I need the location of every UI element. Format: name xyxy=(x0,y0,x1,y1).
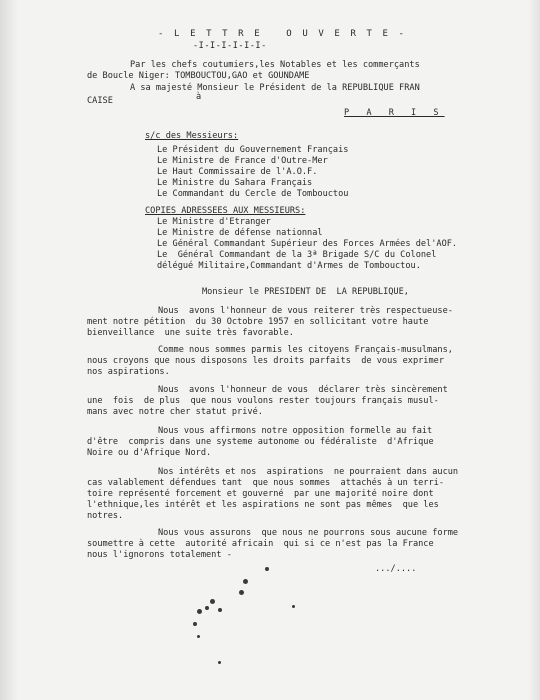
paragraph-6-line: soumettre à cette autorité africain qui si ce n'est pas la France xyxy=(87,539,434,549)
via-item: Le Commandant du Cercle de Tombouctou xyxy=(157,189,349,199)
ink-speck xyxy=(193,622,197,626)
salutation: Monsieur le PRESIDENT DE LA REPUBLIQUE, xyxy=(202,287,409,297)
intro-line-4a: CAISE xyxy=(87,96,113,106)
copies-item: Le Général Commandant Supérieur des Forces Armées del'AOF. xyxy=(157,239,458,249)
paragraph-2-line: nous croyons que nous disposons les droits parfaits de vous exprimer xyxy=(87,356,444,366)
via-item: Le Haut Commissaire de l'A.O.F. xyxy=(157,167,318,177)
destination-city: P A R I S xyxy=(344,108,445,118)
ink-speck xyxy=(210,599,215,604)
paragraph-5-line: Nos intérêts et nos aspirations ne pourraient dans aucun xyxy=(158,467,459,477)
paragraph-5-line: notres. xyxy=(87,511,124,521)
via-item: Le Ministre du Sahara Français xyxy=(157,178,313,188)
paragraph-5-line: cas valablement défendues tant que nous sommes attachés à un terri- xyxy=(87,478,444,488)
page-edge-shadow-right xyxy=(528,0,540,700)
paragraph-6-line: Nous vous assurons que nous ne pourrons sous aucune forme xyxy=(158,528,459,538)
ink-speck xyxy=(218,661,221,664)
paragraph-3-line: Nous avons l'honneur de vous déclarer très sincèrement xyxy=(158,385,448,395)
paragraph-5-line: toire représenté forcement et gouverné par une majorité noire dont xyxy=(87,489,434,499)
paragraph-4-line: Noire ou d'Afrique Nord. xyxy=(87,448,212,458)
paragraph-4-line: d'être compris dans une systeme autonome ou fédéraliste d'Afrique xyxy=(87,437,434,447)
intro-line-4b: à xyxy=(196,92,202,102)
ink-speck xyxy=(239,590,244,595)
paragraph-3-line: une fois de plus que nous voulons rester toujours français musul- xyxy=(87,396,439,406)
title-rule: -I-I-I-I-I-I- xyxy=(193,41,267,51)
paragraph-4-line: Nous vous affirmons notre opposition formelle au fait xyxy=(158,426,433,436)
paragraph-5-line: l'ethnique,les intérêt et les aspirations ne sont pas mêmes que les xyxy=(87,500,439,510)
copies-item: Le Ministre de défense nationnal xyxy=(157,228,323,238)
via-item: Le Ministre de France d'Outre-Mer xyxy=(157,156,328,166)
intro-line-3: A sa majesté Monsieur le Président de la REPUBLIQUE FRAN xyxy=(130,83,420,93)
via-item: Le Président du Gouvernement Français xyxy=(157,145,349,155)
ink-speck xyxy=(218,608,222,612)
intro-line-2: de Boucle Niger: TOMBOUCTOU,GAO et GOUNDAME xyxy=(87,71,310,81)
copies-item: délégué Militaire,Commandant d'Armes de Tombouctou. xyxy=(157,261,421,271)
ink-speck xyxy=(243,579,248,584)
copies-item: Le Ministre d'Etranger xyxy=(157,217,271,227)
ink-speck xyxy=(265,567,269,571)
copies-heading: COPIES ADRESSEES AUX MESSIEURS: xyxy=(145,206,306,216)
intro-line-1: Par les chefs coutumiers,les Notables et les commerçants xyxy=(130,60,420,70)
paragraph-3-line: mans avec notre cher statut privé. xyxy=(87,407,263,417)
paragraph-1-line: ment notre pétition du 30 Octobre 1957 en sollicitant votre haute xyxy=(87,317,429,327)
ink-speck xyxy=(197,635,200,638)
copies-item: Le Général Commandant de la 3ª Brigade S/C du Colonel xyxy=(157,250,437,260)
paragraph-2-line: Comme nous sommes parmis les citoyens Français-musulmans, xyxy=(158,345,453,355)
page-edge-shadow-left xyxy=(0,0,18,700)
letter-title: - L E T T R E O U V E R T E - xyxy=(158,29,407,39)
paragraph-6-line: nous l'ignorons totalement - xyxy=(87,550,232,560)
ink-speck xyxy=(292,605,295,608)
ink-speck xyxy=(197,609,202,614)
ink-speck xyxy=(205,606,209,610)
continuation-mark: .../.... xyxy=(375,564,417,574)
paragraph-1-line: Nous avons l'honneur de vous reiterer très respectueuse- xyxy=(158,306,453,316)
paragraph-1-line: bienveillance une suite très favorable. xyxy=(87,328,294,338)
paragraph-2-line: nos aspirations. xyxy=(87,367,170,377)
via-heading: s/c des Messieurs: xyxy=(145,131,239,141)
